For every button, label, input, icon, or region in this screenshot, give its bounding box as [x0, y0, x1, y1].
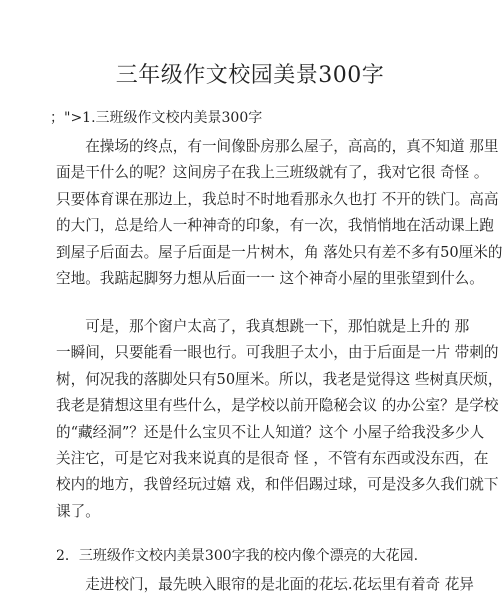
paragraph-line: 到屋子后面去。屋子后面是一片树木，角 落处只有差不多有50厘米的: [56, 243, 502, 261]
paragraph-line: 在操场的终点，有一间像卧房那么屋子，高高的，真不知道 那里: [56, 138, 499, 155]
paragraph-line: 面是干什么的呢？这间房子在我上三班级就有了，我对它很 奇怪 。: [56, 164, 489, 182]
paragraph-line: 可是，那个窗户太高了，我真想跳一下，那怕就是上升的 那: [56, 318, 470, 335]
paragraph-line: 一瞬间，只要能看一眼也行。可我胆子太小，由于后面是一片 带刺的: [56, 344, 499, 362]
paragraph-line: 课了。: [56, 502, 100, 520]
paragraph-line: 关注它，可是它对我来说真的是很奇 怪 ，不管有东西或没东西，在: [56, 450, 489, 468]
paragraph-line: 的大门，总是给人一种神奇的印象，有一次，我悄悄地在活动课上跑: [56, 217, 494, 235]
paragraph-line: 树，何况我的落脚处只有50厘米。所以，我老是觉得这 些树真厌烦，: [56, 370, 502, 388]
paragraph-line: 空地。我踮起脚努力想从后面一一 这个神奇小屋的里张望到什么。: [56, 270, 484, 288]
paragraph-1: [56, 134, 502, 292]
document-title: 三年级作文校园美景300字: [115, 63, 385, 88]
paragraph-line: 走进校门，最先映入眼帘的是北面的花坛.花坛里有着奇 花异: [56, 576, 474, 593]
paragraph-line: 的“藏经洞”？还是什么宝贝不让人知道？这个 小屋子给我没多少人: [56, 423, 485, 441]
section-heading-2: 2．三班级作文校内美景300字我的校内像个漂亮的大花园.: [56, 548, 419, 564]
paragraph-line: 我老是猜想这里有些什么，是学校以前开隐秘会议 的办公室？是学校: [56, 397, 499, 415]
paragraph-3: [56, 572, 474, 598]
paragraph-line: 只要体育课在那边上，我总时不时地看那永久也打 不开的铁门。高高: [56, 190, 499, 208]
paragraph-2: [56, 314, 502, 525]
paragraph-line: 校内的地方，我曾经玩过嬉 戏，和伴侣踢过球，可是没多久我们就下: [56, 476, 499, 494]
section-heading-1: ；">1.三班级作文校内美景300字: [50, 110, 263, 126]
